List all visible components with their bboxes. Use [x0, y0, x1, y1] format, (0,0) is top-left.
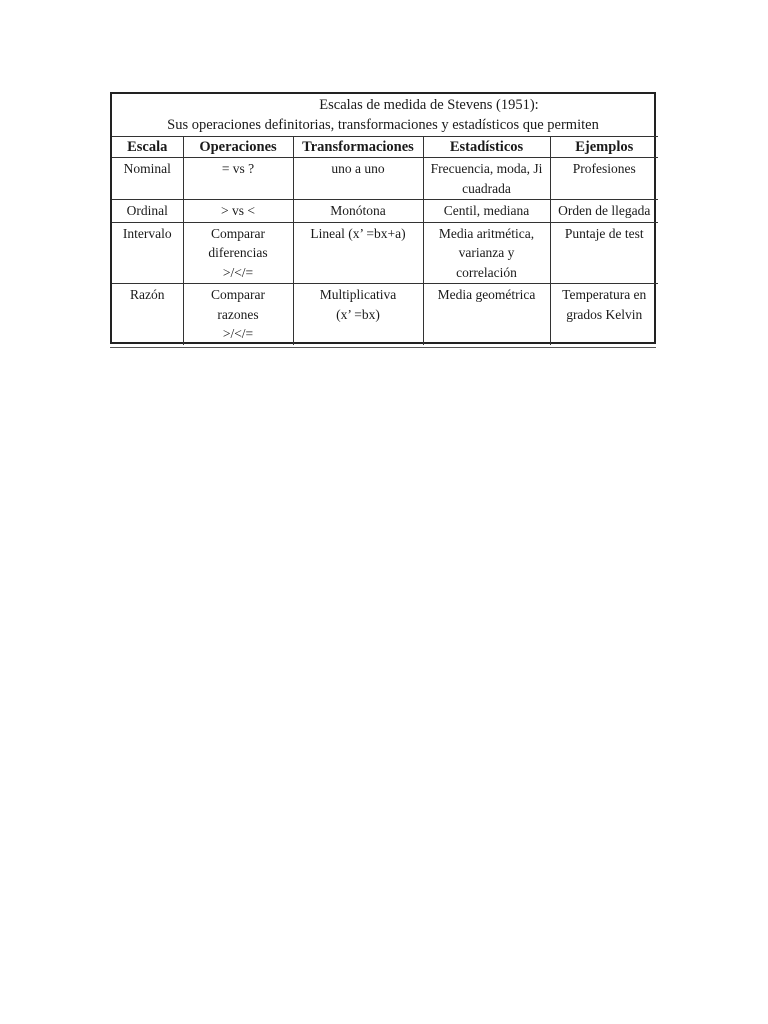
cell-text: Lineal (x’ =bx+a)	[310, 225, 406, 241]
cell-text: Nominal	[123, 161, 171, 176]
cell-text: correlación	[456, 264, 517, 280]
header-transformaciones: Transformaciones	[293, 137, 423, 158]
cell-text: Razón	[130, 287, 165, 302]
header-ejemplos: Ejemplos	[550, 137, 658, 158]
table-row	[112, 222, 658, 284]
cell-text: >/</=	[222, 326, 254, 341]
table-header-row	[112, 137, 658, 158]
cell-escala	[112, 222, 183, 284]
cell-text: Multiplicativa	[319, 287, 397, 302]
cell-text: Temperatura en	[562, 287, 647, 302]
cell-ejemplos	[550, 200, 658, 223]
cell-text: razones	[217, 306, 259, 322]
cell-text: Ordinal	[126, 203, 168, 218]
cell-text: Media geométrica	[437, 287, 536, 302]
cell-text: grados Kelvin	[566, 306, 643, 322]
cell-escala	[112, 158, 183, 200]
cell-text: Frecuencia, moda, Ji	[430, 161, 543, 176]
cell-text: Profesiones	[572, 161, 636, 176]
cell-transformaciones	[293, 158, 423, 200]
cell-text: cuadrada	[462, 180, 511, 196]
cell-transformaciones	[293, 222, 423, 284]
cell-escala	[112, 284, 183, 345]
cell-operaciones	[183, 158, 293, 200]
bottom-rule-divider	[110, 347, 656, 348]
cell-text: varianza y	[458, 245, 515, 260]
cell-text: Centil, mediana	[443, 203, 530, 218]
header-operaciones: Operaciones	[183, 137, 293, 158]
cell-text: Comparar	[211, 287, 265, 302]
scales-table	[112, 136, 658, 345]
cell-estadisticos	[423, 222, 550, 284]
caption-subtitle: Sus operaciones definitorias, transformaciones y estadísticos que permiten	[167, 117, 599, 133]
cell-ejemplos	[550, 222, 658, 284]
cell-escala	[112, 200, 183, 223]
cell-text: Monótona	[330, 203, 386, 218]
cell-estadisticos	[423, 284, 550, 345]
stevens-scales-table-figure	[110, 92, 656, 344]
table-row	[112, 158, 658, 200]
caption-title: Escalas de medida de Stevens (1951):	[319, 97, 539, 113]
cell-text: (x’ =bx)	[336, 306, 380, 322]
cell-operaciones	[183, 222, 293, 284]
cell-ejemplos	[550, 158, 658, 200]
cell-text: uno a uno	[331, 161, 385, 176]
cell-text: diferencias	[208, 245, 268, 260]
cell-estadisticos	[423, 200, 550, 223]
cell-text: Puntaje de test	[564, 225, 644, 241]
cell-operaciones	[183, 284, 293, 345]
table-row	[112, 284, 658, 345]
cell-text: Comparar	[211, 225, 265, 241]
cell-text: Orden de llegada	[558, 203, 651, 218]
cell-operaciones	[183, 200, 293, 223]
cell-transformaciones	[293, 284, 423, 345]
cell-text: Intervalo	[122, 225, 172, 241]
cell-text: Media aritmética,	[438, 225, 535, 241]
cell-transformaciones	[293, 200, 423, 223]
cell-text: = vs ?	[221, 161, 255, 176]
header-escala: Escala	[112, 137, 183, 158]
cell-estadisticos	[423, 158, 550, 200]
table-row	[112, 200, 658, 223]
cell-ejemplos	[550, 284, 658, 345]
header-estadisticos: Estadísticos	[423, 137, 550, 158]
table-caption	[112, 94, 654, 136]
cell-text: > vs <	[221, 203, 255, 218]
cell-text: >/</=	[222, 264, 254, 280]
